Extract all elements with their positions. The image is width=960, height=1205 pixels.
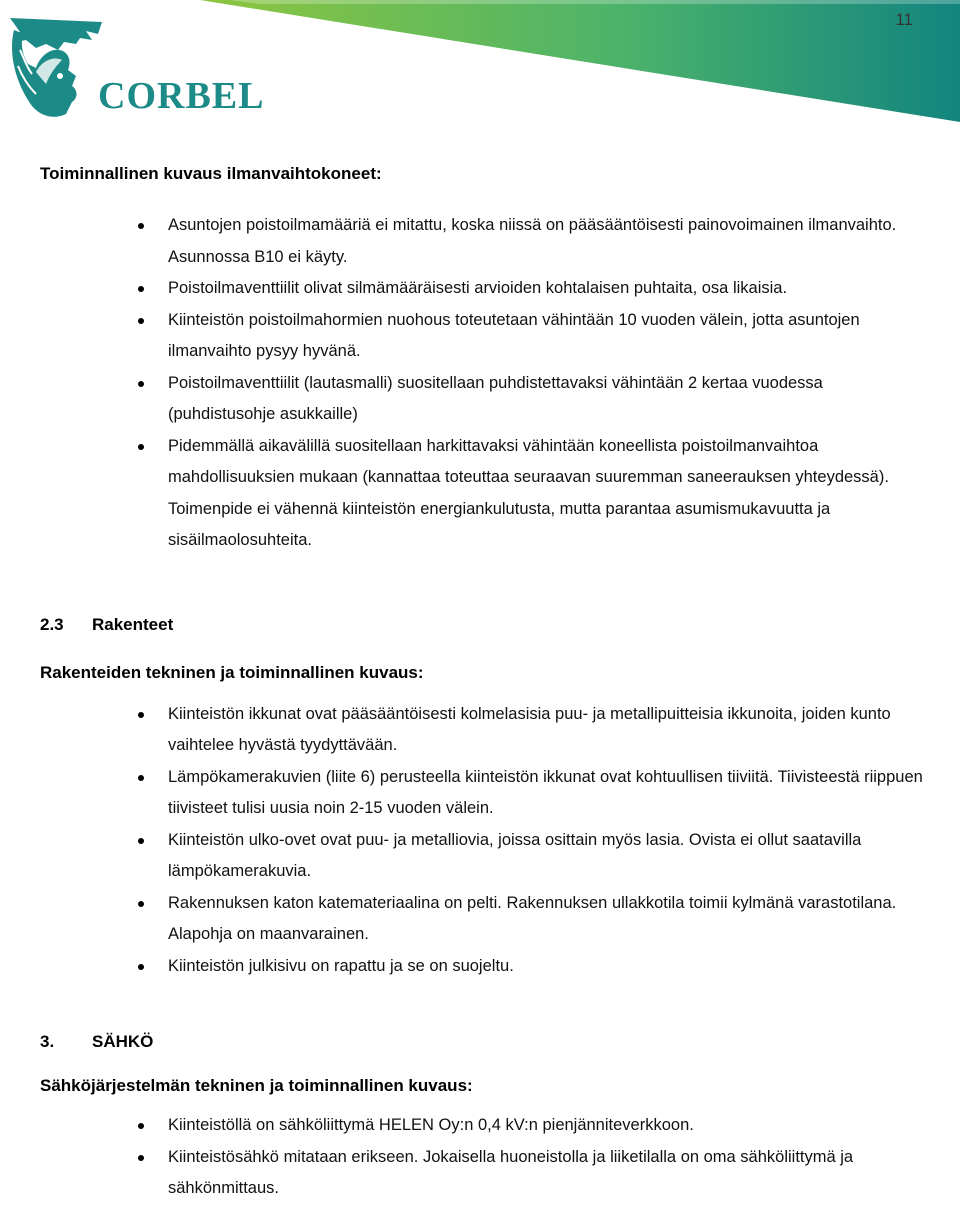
list-item: Kiinteistön ulko-ovet ovat puu- ja metalliovia, joissa osittain myös lasia. Ovista ei ollut saatavilla lämpökamerakuvia. [40,825,930,888]
list-item: Asuntojen poistoilmamääriä ei mitattu, koska niissä on pääsääntöisesti painovoimainen ilmanvaihto. Asunnossa B10 ei käyty. [40,210,930,273]
section-title [40,1028,930,1056]
list-item: Kiinteistöllä on sähköliittymä HELEN Oy:n 0,4 kV:n pienjänniteverkkoon. [40,1110,930,1142]
list-item: Poistoilmaventtiilit olivat silmämääräisesti arvioiden kohtalaisen puhtaita, osa likaisia. [40,273,930,305]
section-heading: Rakenteiden tekninen ja toiminnallinen kuvaus: [40,662,424,682]
bullet-list [40,699,930,983]
document-body [40,160,930,1205]
list-item: Kiinteistön ikkunat ovat pääsääntöisesti kolmelasisia puu- ja metallipuitteisia ikkunoita, joiden kunto vaihtelee hyvästä tyydyttävään. [40,699,930,762]
page-number: 11 [895,10,913,29]
logo-text: CORBEL [98,75,265,117]
section-name: Rakenteet [92,614,174,634]
list-item: Rakennuksen katon katemateriaalina on pelti. Rakennuksen ullakkotila toimii kylmänä varastotilana. Alapohja on maanvarainen. [40,888,930,951]
bullet-list [40,1110,930,1205]
section-number: 3. [40,1032,55,1051]
section-heading: Toiminnallinen kuvaus ilmanvaihtokoneet: [40,164,382,183]
corbel-logo [6,14,265,124]
section-heading: Sähköjärjestelmän tekninen ja toiminnallinen kuvaus: [40,1076,473,1095]
list-item: Pidemmällä aikavälillä suositellaan harkittavaksi vähintään koneellista poistoilmanvaihtoa mahdollisuuksien mukaan (kannattaa toteuttaa seuraavan suuremman saneerauksen yhteydessä). Toimenpide ei vähennä kiinteistön energiankulutusta, mutta parantaa asumismukavuutta ja sisäilmaolosuhteita. [40,431,930,557]
page-header [0,0,960,130]
bullet-list [40,210,930,557]
list-item: Lämpökamerakuvien (liite 6) perusteella kiinteistön ikkunat ovat kohtuullisen tiiviitä. Tiivisteestä riippuen tiivisteet tulisi uusia noin 2-15 vuoden välein. [40,762,930,825]
section-number: 2.3 [40,614,64,634]
capital-head-icon [6,14,106,124]
section-title [40,611,930,639]
list-item: Kiinteistön poistoilmahormien nuohous toteutetaan vähintään 10 vuoden välein, jotta asuntojen ilmanvaihto pysyy hyvänä. [40,305,930,368]
section-name: SÄHKÖ [92,1032,154,1051]
list-item: Kiinteistösähkö mitataan erikseen. Jokaisella huoneistolla ja liiketilalla on oma sähköliittymä ja sähkönmittaus. [40,1142,930,1205]
list-item: Kiinteistön julkisivu on rapattu ja se on suojeltu. [40,951,930,983]
list-item: Poistoilmaventtiilit (lautasmalli) suositellaan puhdistettavaksi vähintään 2 kertaa vuodessa (puhdistusohje asukkaille) [40,368,930,431]
